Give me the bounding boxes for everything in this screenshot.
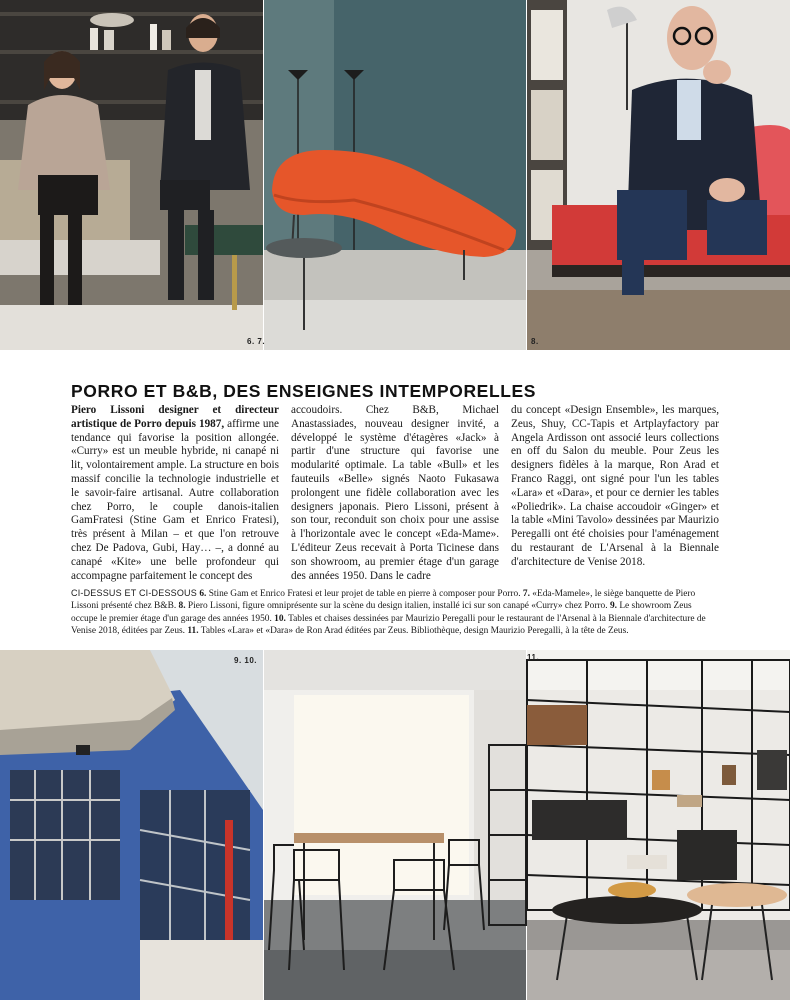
- article-column-2: accoudoirs. Chez B&B, Michael Anastassiades, nouveau designer invité, a développé le système d'étagères «Jack» à partir d'une structure qui favorise une modularité optimale. La table «Bull» et les fauteuils «Belle» signés Naoto Fukasawa prolongent une fidèle collaboration avec les designers japonais. Piero Lissoni, présent à son tour, reconduit son choix pour une assise à l'horizontale avec le concept «Eda-Mame». L'éditeur Zeus recevait à Porta Ticinese dans son showroom, au premier étage d'un garage des années 1950. Dans le cadre: [291, 404, 499, 582]
- article-title: PORRO ET B&B, DES ENSEIGNES INTEMPORELLES: [71, 381, 537, 401]
- article-column-1-text: affirme une tendance qui favorise la position allongée. «Curry» est un meuble hybride, ni canapé ni lit, volontairement ample. La structure en bois massif concilie la technologie industrielle et le savoir-faire artisanal. Autre collaboration chez Porro, le couple danois-italien GamFratesi (Stine Gam et Enrico Fratesi), très présent à Milan – et que l'on retrouve chez De Padova, Gubi, Hay… –, a donné au canapé «Kite» une belle profondeur qui accompagne parfaitement le concept des: [71, 417, 279, 582]
- caption-text-11: Tables «Lara» et «Dara» de Ron Arad éditées par Zeus. Bibliothèque, design Maurizio Peregalli, à la tête de Zeus.: [198, 626, 629, 637]
- caption-label: CI-DESSUS ET CI-DESSOUS: [71, 588, 197, 598]
- caption-text-6: Stine Gam et Enrico Fratesi et leur projet de table en pierre à composer pour Porro.: [206, 589, 523, 599]
- caption-number-6: 6.: [199, 589, 207, 599]
- caption-number-7: 7.: [522, 589, 530, 599]
- photo-designers-gamfratesi: [0, 0, 266, 350]
- caption-number-10: 10.: [274, 613, 286, 624]
- photo-numbers-6-7: 6. 7.: [247, 337, 266, 346]
- photo-lara-dara-tables-bookshelf: [527, 650, 790, 1000]
- article-lead: Piero Lissoni designer et directeur artistique de Porro depuis 1987,: [71, 404, 279, 430]
- photo-captions: [71, 587, 719, 638]
- photo-eda-mame-banquette: [247, 0, 526, 350]
- caption-text-7: «Eda-Mamele», le siège banquette de Piero Lissoni présenté chez B&B.: [71, 589, 696, 612]
- photo-number-8: 8.: [531, 337, 539, 346]
- photo-number-11: 11.: [527, 653, 540, 662]
- caption-number-9: 9.: [609, 601, 617, 612]
- article-column-1: [71, 404, 279, 583]
- caption-text-8: Piero Lissoni, figure omniprésente sur la scène du design italien, installé ici sur son canapé «Curry» chez Porro.: [185, 601, 610, 612]
- photo-arsenal-restaurant-tables: [264, 650, 526, 1000]
- caption-text-10: Tables et chaises dessinées par Maurizio Peregalli pour le restaurant de l'Arsenal à la Biennale d'architecture de Venise 2018, éditées par Zeus.: [71, 613, 706, 637]
- photo-numbers-9-10: 9. 10.: [234, 656, 258, 665]
- photo-zeus-showroom-building: [0, 650, 263, 1000]
- caption-text-9: Le showroom Zeus occupe le premier étage d'un garage des années 1950.: [71, 601, 692, 624]
- caption-number-8: 8.: [178, 601, 186, 612]
- photo-piero-lissoni-curry-sofa: [527, 0, 790, 350]
- article-column-3: du concept «Design Ensemble», les marques, Zeus, Shuy, CC-Tapis et Artplayfactory par Angela Ardisson ont associé leurs collections en off du Salon du meuble. Pour Zeus les designers fidèles à la marque, Ron Arad et Franco Raggi, ont signé pour l'un les tables «Lara» et «Dara», et pour ce dernier les tables «Poliedrik». La chaise accoudoir «Ginger» et la table «Mini Tavolo» dessinées par Maurizio Peregalli ont été choisies pour l'aménagement du restaurant de L'Arsenal à la Biennale d'architecture de Venise 2018.: [511, 404, 719, 568]
- caption-number-11: 11.: [187, 626, 199, 637]
